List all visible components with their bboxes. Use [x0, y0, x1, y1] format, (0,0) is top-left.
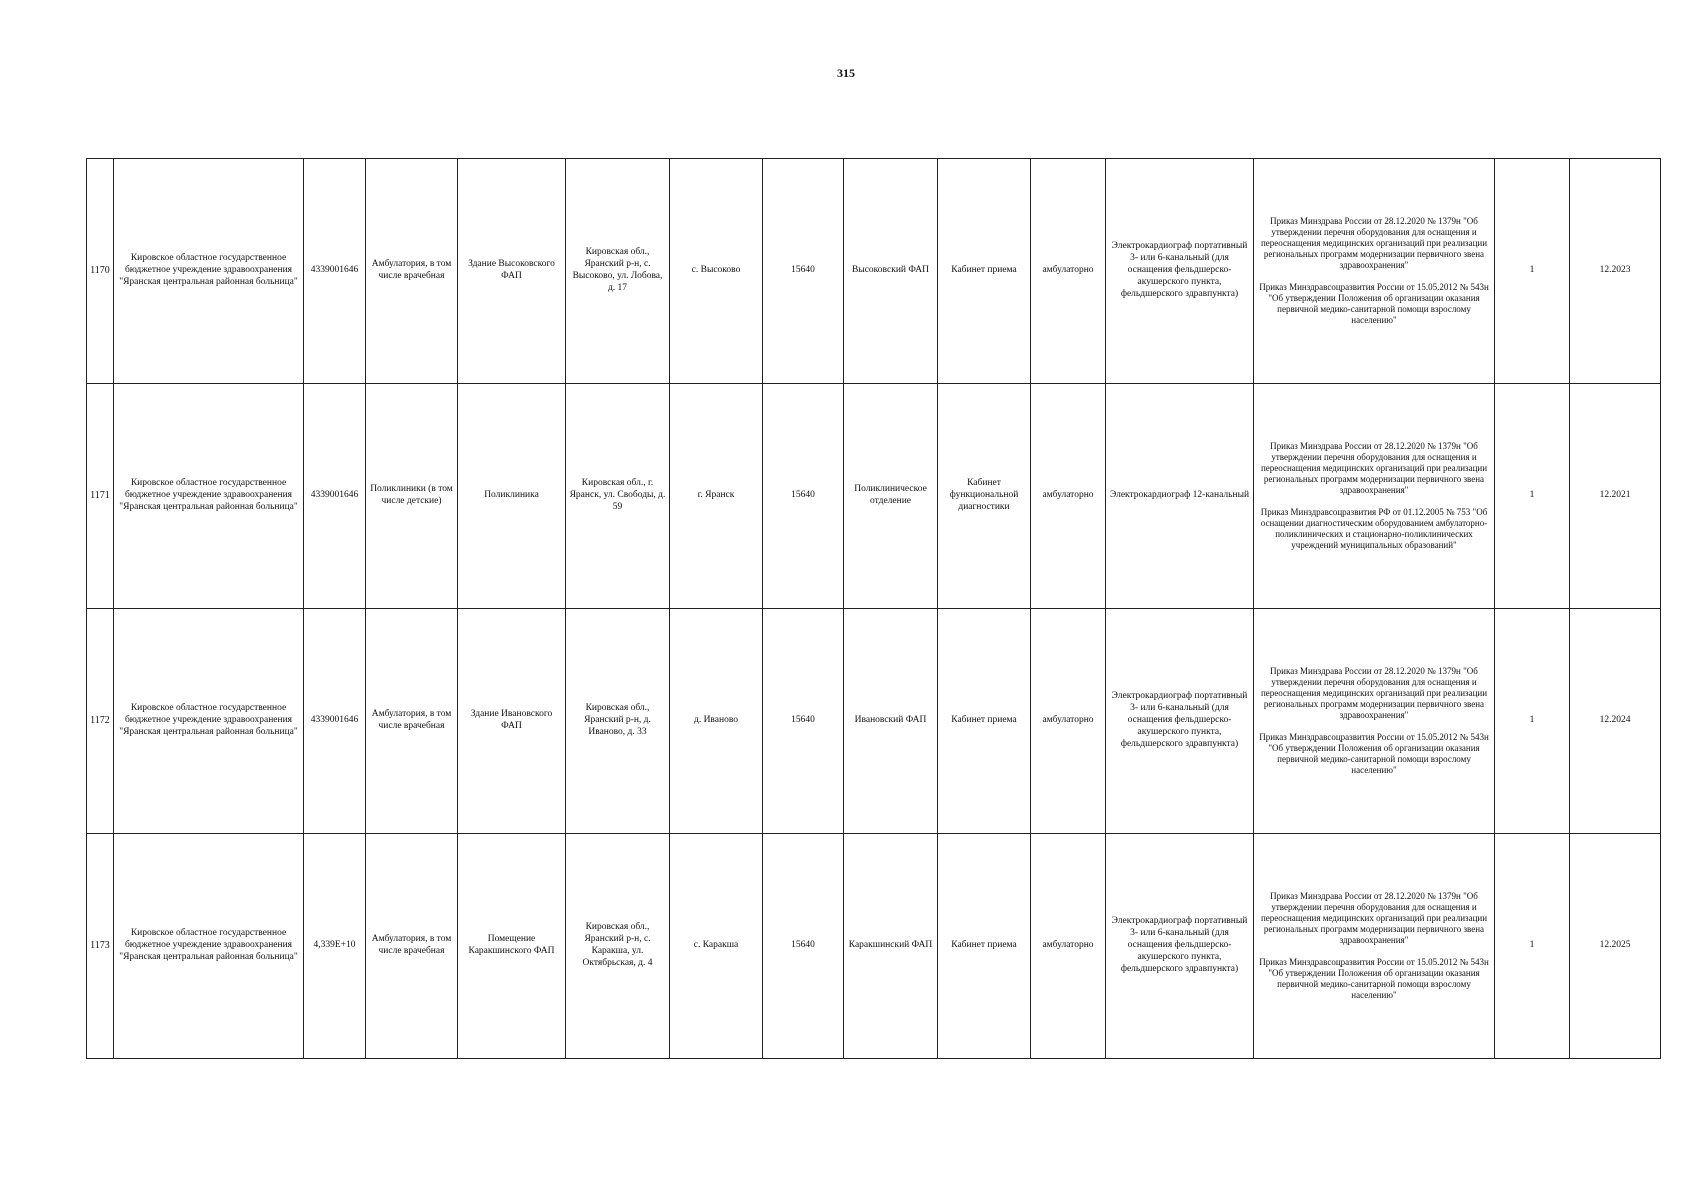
building-name: Здание Высоковского ФАП	[458, 159, 566, 384]
legal-basis-secondary: Приказ Минздравсоцразвития РФ от 01.12.2005 № 753 "Об оснащении диагностическим оборудованием амбулаторно-поликлинических и стационарно-поликлинических учреждений муниципальных образований"	[1260, 507, 1488, 551]
inn: 4339001646	[304, 159, 366, 384]
table-row	[87, 834, 1661, 1059]
building-name: Поликлиника	[458, 384, 566, 609]
legal-basis-primary: Приказ Минздрава России от 28.12.2020 № 1379н "Об утверждении перечня оборудования для оснащения и переоснащения медицинских организаций при реализации региональных программ модернизации первичного звена здравоохранения"	[1260, 665, 1488, 720]
delivery-date: 12.2023	[1570, 159, 1661, 384]
code: 15640	[763, 834, 844, 1059]
legal-basis	[1254, 834, 1495, 1059]
care-mode: амбулаторно	[1031, 609, 1106, 834]
room: Кабинет приема	[938, 834, 1031, 1059]
inn: 4339001646	[304, 609, 366, 834]
address: Кировская обл., Яранский р-н, д. Иваново, д. 33	[566, 609, 670, 834]
settlement: с. Каракша	[670, 834, 763, 1059]
care-mode: амбулаторно	[1031, 384, 1106, 609]
building-name: Здание Ивановского ФАП	[458, 609, 566, 834]
settlement: с. Высоково	[670, 159, 763, 384]
inn: 4,339E+10	[304, 834, 366, 1059]
delivery-date: 12.2025	[1570, 834, 1661, 1059]
facility-type: Поликлиники (в том числе детские)	[366, 384, 458, 609]
care-mode: амбулаторно	[1031, 834, 1106, 1059]
code: 15640	[763, 384, 844, 609]
department: Высоковский ФАП	[844, 159, 938, 384]
legal-basis	[1254, 159, 1495, 384]
facility-type: Амбулатория, в том числе врачебная	[366, 609, 458, 834]
table-row	[87, 159, 1661, 384]
quantity: 1	[1495, 834, 1570, 1059]
row-number: 1170	[87, 159, 114, 384]
row-number: 1173	[87, 834, 114, 1059]
settlement: д. Иваново	[670, 609, 763, 834]
quantity: 1	[1495, 159, 1570, 384]
inn: 4339001646	[304, 384, 366, 609]
legal-basis-secondary: Приказ Минздравсоцразвития России от 15.05.2012 № 543н "Об утверждении Положения об организации оказания первичной медико-санитарной помощи взрослому населению"	[1259, 282, 1489, 326]
room: Кабинет приема	[938, 609, 1031, 834]
code: 15640	[763, 609, 844, 834]
page-number: 315	[837, 66, 855, 80]
facility-type: Амбулатория, в том числе врачебная	[366, 159, 458, 384]
department: Ивановский ФАП	[844, 609, 938, 834]
delivery-date: 12.2021	[1570, 384, 1661, 609]
legal-basis-secondary: Приказ Минздравсоцразвития России от 15.05.2012 № 543н "Об утверждении Положения об организации оказания первичной медико-санитарной помощи взрослому населению"	[1259, 732, 1489, 776]
organization-name: Кировское областное государственное бюджетное учреждение здравоохранения "Яранская центральная районная больница"	[114, 834, 304, 1059]
code: 15640	[763, 159, 844, 384]
address: Кировская обл., Яранский р-н, с. Каракша, ул. Октябрьская, д. 4	[566, 834, 670, 1059]
table-row	[87, 384, 1661, 609]
legal-basis-secondary: Приказ Минздравсоцразвития России от 15.05.2012 № 543н "Об утверждении Положения об организации оказания первичной медико-санитарной помощи взрослому населению"	[1259, 957, 1489, 1001]
table-body	[87, 159, 1661, 1059]
quantity: 1	[1495, 609, 1570, 834]
quantity: 1	[1495, 384, 1570, 609]
table-row	[87, 609, 1661, 834]
delivery-date: 12.2024	[1570, 609, 1661, 834]
organization-name: Кировское областное государственное бюджетное учреждение здравоохранения "Яранская центральная районная больница"	[114, 159, 304, 384]
facility-type: Амбулатория, в том числе врачебная	[366, 834, 458, 1059]
room: Кабинет функциональной диагностики	[938, 384, 1031, 609]
legal-basis-primary: Приказ Минздрава России от 28.12.2020 № 1379н "Об утверждении перечня оборудования для оснащения и переоснащения медицинских организаций при реализации региональных программ модернизации первичного звена здравоохранения"	[1260, 215, 1488, 270]
legal-basis	[1254, 609, 1495, 834]
address: Кировская обл., Яранский р-н, с. Высоково, ул. Лобова, д. 17	[566, 159, 670, 384]
legal-basis	[1254, 384, 1495, 609]
equipment-name: Электрокардиограф 12-канальный	[1106, 384, 1254, 609]
equipment-name: Электрокардиограф портативный 3- или 6-канальный (для оснащения фельдшерско-акушерского пункта, фельдшерского здравпункта)	[1106, 609, 1254, 834]
address: Кировская обл., г. Яранск, ул. Свободы, д. 59	[566, 384, 670, 609]
care-mode: амбулаторно	[1031, 159, 1106, 384]
building-name: Помещение Каракшинского ФАП	[458, 834, 566, 1059]
equipment-register-table	[86, 158, 1661, 1059]
settlement: г. Яранск	[670, 384, 763, 609]
row-number: 1172	[87, 609, 114, 834]
room: Кабинет приема	[938, 159, 1031, 384]
equipment-name: Электрокардиограф портативный 3- или 6-канальный (для оснащения фельдшерско-акушерского пункта, фельдшерского здравпункта)	[1106, 834, 1254, 1059]
legal-basis-primary: Приказ Минздрава России от 28.12.2020 № 1379н "Об утверждении перечня оборудования для оснащения и переоснащения медицинских организаций при реализации региональных программ модернизации первичного звена здравоохранения"	[1260, 890, 1488, 945]
legal-basis-primary: Приказ Минздрава России от 28.12.2020 № 1379н "Об утверждении перечня оборудования для оснащения и переоснащения медицинских организаций при реализации региональных программ модернизации первичного звена здравоохранения"	[1260, 440, 1488, 495]
department: Поликлиническое отделение	[844, 384, 938, 609]
equipment-name: Электрокардиограф портативный 3- или 6-канальный (для оснащения фельдшерско-акушерского пункта, фельдшерского здравпункта)	[1106, 159, 1254, 384]
row-number: 1171	[87, 384, 114, 609]
organization-name: Кировское областное государственное бюджетное учреждение здравоохранения "Яранская центральная районная больница"	[114, 609, 304, 834]
organization-name: Кировское областное государственное бюджетное учреждение здравоохранения "Яранская центральная районная больница"	[114, 384, 304, 609]
department: Каракшинский ФАП	[844, 834, 938, 1059]
